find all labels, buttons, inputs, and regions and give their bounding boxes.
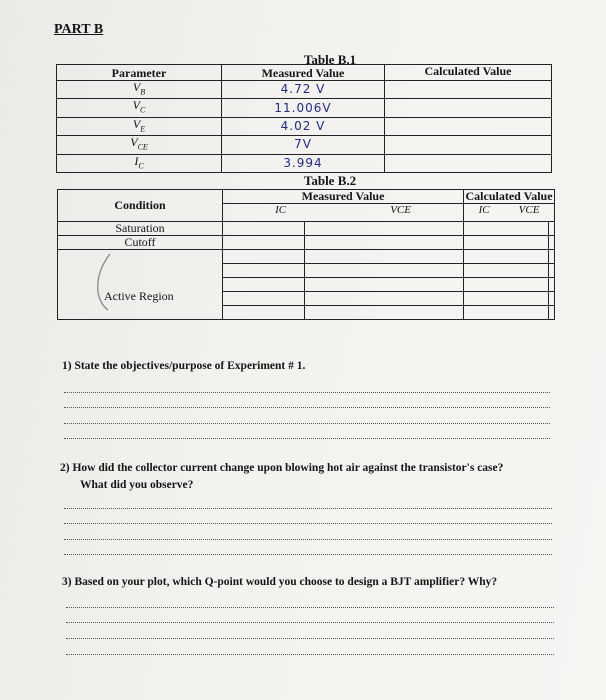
measured-ve: 4.02 V — [222, 117, 385, 135]
measured-ic: 3.994 — [222, 154, 385, 172]
cell — [223, 306, 305, 320]
cell — [305, 264, 464, 278]
cell — [464, 278, 549, 292]
condition-cutoff: Cutoff — [58, 236, 223, 250]
answer-line — [64, 423, 550, 424]
calculated-vb — [385, 81, 552, 99]
header-parameter: Parameter — [57, 65, 222, 81]
answer-line — [64, 539, 552, 540]
condition-saturation: Saturation — [58, 222, 223, 236]
header-calculated-value: Calculated Value — [385, 65, 552, 81]
table-b2 — [57, 189, 555, 320]
part-title: PART B — [54, 22, 104, 37]
cell — [305, 292, 464, 306]
question-2: 2) How did the collector current change upon blowing hot air against the transistor's case? — [60, 462, 504, 474]
cell — [549, 278, 555, 292]
cell — [464, 264, 549, 278]
header-condition: Condition — [58, 190, 223, 222]
answer-line — [64, 438, 550, 439]
param-ve: $V_E$ — [57, 117, 222, 135]
header-measured-value: Measured Value — [222, 65, 385, 81]
measured-vce: 7V — [222, 136, 385, 154]
question-1: 1) State the objectives/purpose of Experiment # 1. — [62, 360, 306, 372]
hand-drawn-bracket — [94, 252, 114, 312]
cell — [549, 306, 555, 320]
cell — [223, 222, 305, 236]
answer-line — [66, 622, 554, 623]
answer-line — [64, 508, 552, 509]
measured-vce-label: VCE — [390, 204, 411, 216]
answer-line — [64, 392, 550, 393]
measured-vb: 4.72 V — [222, 81, 385, 99]
active-region-label: Active Region — [104, 289, 174, 303]
cell — [223, 278, 305, 292]
answer-line — [64, 523, 552, 524]
answer-line — [66, 654, 554, 655]
cell — [305, 278, 464, 292]
table-b1 — [56, 64, 552, 173]
header-measured-value-b2 — [223, 190, 464, 222]
cell — [305, 222, 464, 236]
cell — [464, 306, 549, 320]
cell — [223, 292, 305, 306]
answer-line — [66, 638, 554, 639]
calculated-vce-label: VCE — [518, 204, 540, 216]
cell — [464, 292, 549, 306]
cell — [549, 292, 555, 306]
cell — [549, 250, 555, 264]
cell — [464, 250, 549, 264]
cell — [549, 264, 555, 278]
answer-line — [66, 607, 554, 608]
cell — [305, 250, 464, 264]
cell — [223, 250, 305, 264]
calculated-ic-label: IC — [478, 204, 490, 216]
answer-line — [64, 407, 550, 408]
table-b2-caption: Table B.2 — [303, 173, 357, 188]
measured-ic-label: IC — [275, 204, 287, 216]
header-calculated-value-b2 — [464, 190, 555, 222]
param-ic: $I_C$ — [57, 154, 222, 172]
cell — [305, 236, 464, 250]
answer-line — [64, 554, 552, 555]
cell — [464, 236, 549, 250]
table-b1-caption: Table B.1 — [303, 52, 357, 67]
measured-value-label: Measured Value — [301, 189, 385, 203]
param-vc: $V_C$ — [57, 99, 222, 117]
calculated-ic — [385, 154, 552, 172]
cell — [223, 264, 305, 278]
question-2-continued: What did you observe? — [80, 479, 194, 491]
calculated-vc — [385, 99, 552, 117]
cell — [549, 236, 555, 250]
question-3: 3) Based on your plot, which Q-point would you choose to design a BJT amplifier? Why? — [62, 576, 498, 588]
calculated-vce — [385, 136, 552, 154]
cell — [305, 306, 464, 320]
condition-active-region — [58, 250, 223, 320]
cell — [549, 222, 555, 236]
param-vb: $V_B$ — [57, 81, 222, 99]
calculated-value-label: Calculated Value — [465, 189, 553, 203]
cell — [223, 236, 305, 250]
param-vce: $V_{CE}$ — [57, 136, 222, 154]
cell — [464, 222, 549, 236]
measured-vc: 11.006V — [222, 99, 385, 117]
calculated-ve — [385, 117, 552, 135]
